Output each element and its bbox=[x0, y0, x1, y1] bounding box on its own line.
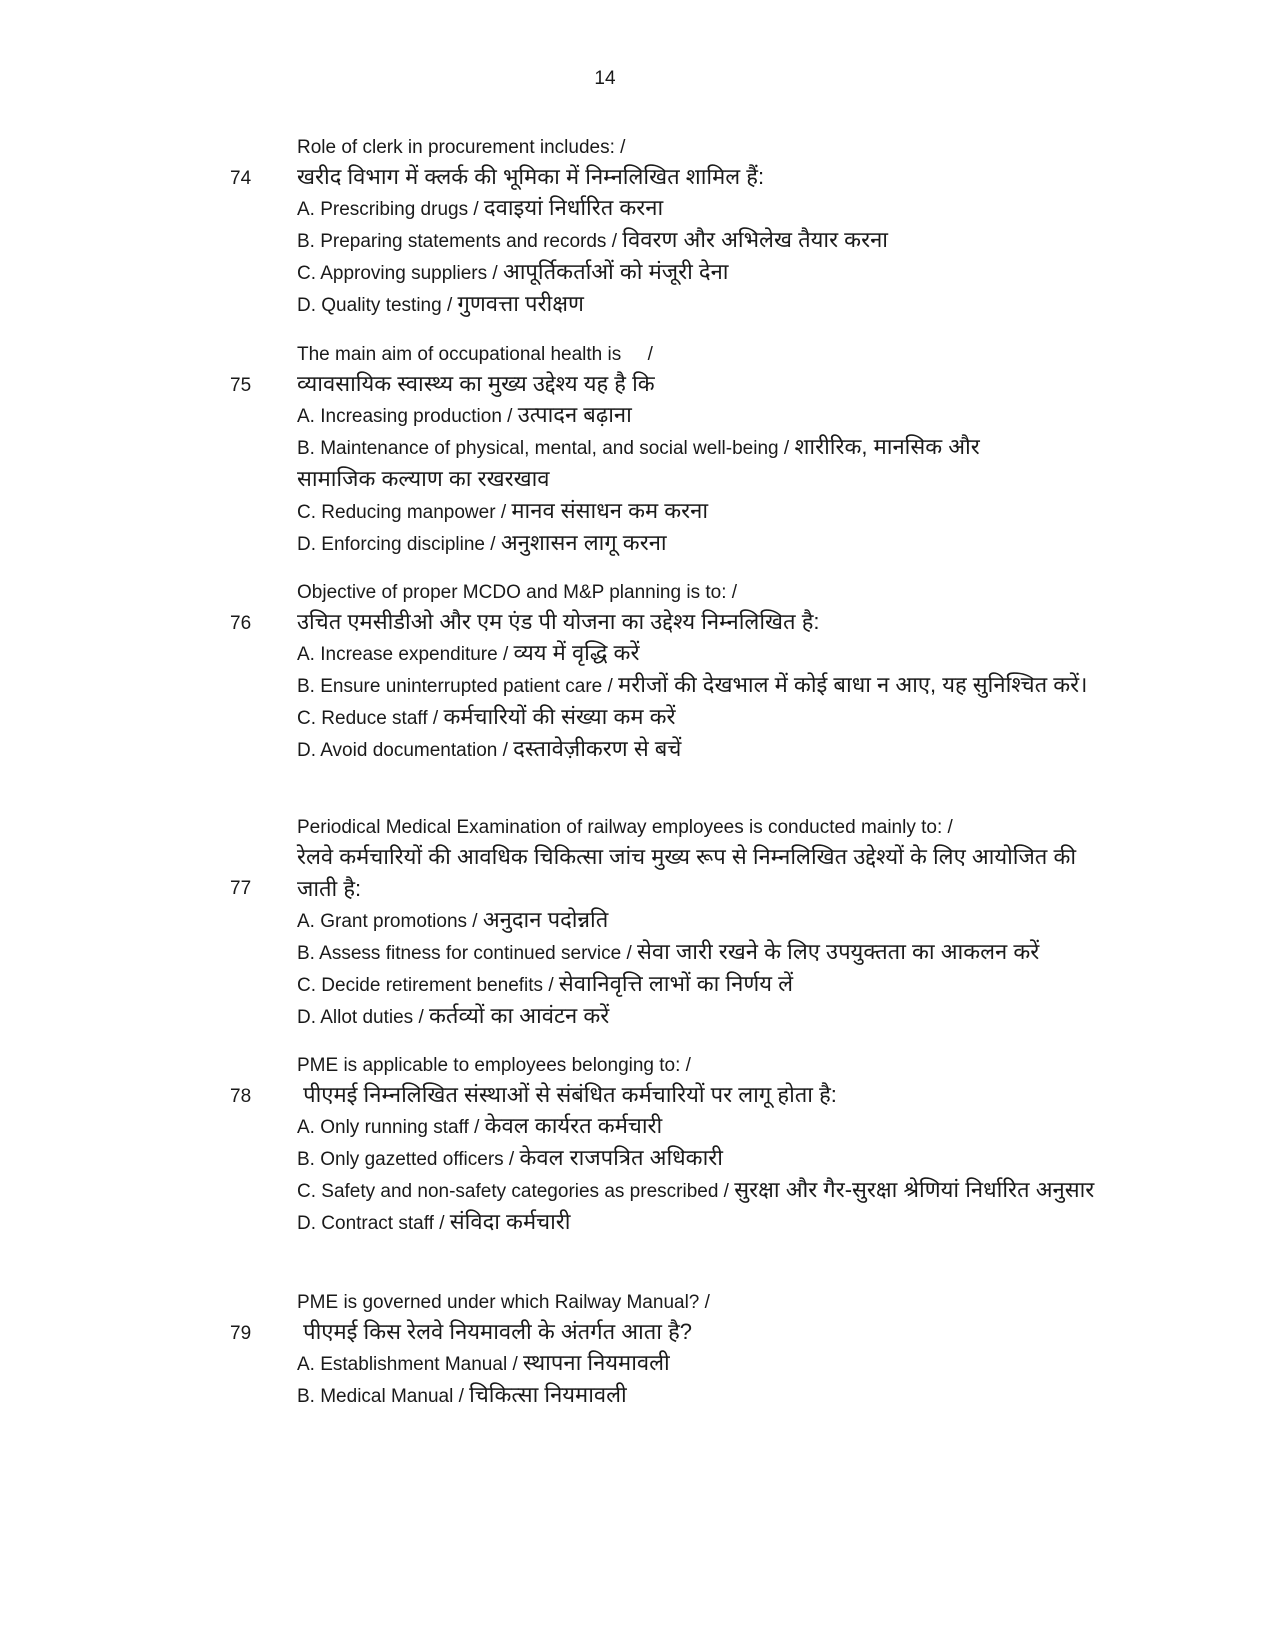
option-hi: सेवानिवृत्ति लाभों का निर्णय लें bbox=[558, 971, 794, 996]
question-number: 78 bbox=[230, 1086, 252, 1107]
option-a bbox=[297, 400, 1127, 432]
option-c bbox=[297, 702, 1127, 734]
question-body bbox=[297, 580, 1127, 766]
question-text-hi: उचित एमसीडीओ और एम एंड पी योजना का उद्देश्य निम्नलिखित है: bbox=[297, 609, 820, 634]
question-number: 79 bbox=[230, 1323, 252, 1344]
option-hi: गुणवत्ता परीक्षण bbox=[457, 291, 584, 316]
page-number: 14 bbox=[594, 68, 616, 89]
option-en: B. Ensure uninterrupted patient care / bbox=[297, 676, 619, 697]
option-c bbox=[297, 496, 1127, 528]
question-body bbox=[297, 1290, 1127, 1412]
option-en: B. Assess fitness for continued service / bbox=[297, 943, 638, 964]
option-a bbox=[297, 1348, 1127, 1380]
question-text-hi: पीएमई किस रेलवे नियमावली के अंतर्गत आता है? bbox=[297, 1319, 693, 1344]
question-number: 76 bbox=[230, 613, 252, 634]
option-c bbox=[297, 969, 1127, 1001]
option-b bbox=[297, 1143, 1127, 1175]
option-en: B. Medical Manual / bbox=[297, 1386, 470, 1407]
option-c bbox=[297, 1175, 1097, 1207]
option-hi: स्थापना नियमावली bbox=[523, 1350, 670, 1375]
question-text-en: PME is governed under which Railway Manual? / bbox=[297, 1292, 710, 1313]
option-hi: आपूर्तिकर्ताओं को मंजूरी देना bbox=[502, 259, 729, 284]
option-hi: व्यय में वृद्धि करें bbox=[513, 640, 640, 665]
question-body bbox=[297, 1053, 1127, 1239]
option-b bbox=[297, 937, 1127, 969]
option-a bbox=[297, 1111, 1127, 1143]
option-hi: मानव संसाधन कम करना bbox=[511, 498, 709, 523]
question-body bbox=[297, 342, 1127, 560]
option-d bbox=[297, 528, 1127, 560]
option-d bbox=[297, 1207, 1127, 1239]
option-en: D. Contract staff / bbox=[297, 1213, 450, 1234]
option-hi: मरीजों की देखभाल में कोई बाधा न आए, यह सुनिश्चित करें। bbox=[618, 672, 1088, 697]
option-en: B. Preparing statements and records / bbox=[297, 231, 623, 252]
question-number: 77 bbox=[230, 878, 252, 899]
option-a bbox=[297, 193, 1127, 225]
option-b bbox=[297, 432, 1057, 496]
question-text-hi: खरीद विभाग में क्लर्क की भूमिका में निम्नलिखित शामिल हैं: bbox=[297, 164, 765, 189]
option-hi: कर्तव्यों का आवंटन करें bbox=[429, 1003, 610, 1028]
option-hi: अनुदान पदोन्नति bbox=[482, 907, 609, 932]
option-hi: कर्मचारियों की संख्या कम करें bbox=[443, 704, 676, 729]
option-en: C. Reducing manpower / bbox=[297, 502, 512, 523]
question-text-hi: रेलवे कर्मचारियों की आवधिक चिकित्सा जांच मुख्य रूप से निम्नलिखित उद्देश्यों के लिए आयोजित की जाती है: bbox=[297, 844, 1077, 901]
option-b bbox=[297, 670, 1107, 702]
option-d bbox=[297, 1001, 1127, 1033]
option-hi: शारीरिक, मानसिक और सामाजिक कल्याण का रखरखाव bbox=[297, 434, 980, 491]
option-en: C. Decide retirement benefits / bbox=[297, 975, 559, 996]
question-number: 75 bbox=[230, 375, 252, 396]
question-text-hi: व्यावसायिक स्वास्थ्य का मुख्य उद्देश्य यह है कि bbox=[297, 371, 655, 396]
option-hi: सेवा जारी रखने के लिए उपयुक्तता का आकलन करें bbox=[637, 939, 1040, 964]
option-en: D. Avoid documentation / bbox=[297, 740, 514, 761]
question-body bbox=[297, 135, 1127, 321]
option-hi: अनुशासन लागू करना bbox=[500, 530, 667, 555]
option-hi: उत्पादन बढ़ाना bbox=[517, 402, 632, 427]
option-en: C. Approving suppliers / bbox=[297, 263, 503, 284]
option-en: A. Establishment Manual / bbox=[297, 1354, 523, 1375]
question-text-en: The main aim of occupational health is / bbox=[297, 344, 653, 365]
option-hi: केवल राजपत्रित अधिकारी bbox=[519, 1145, 723, 1170]
option-en: D. Quality testing / bbox=[297, 295, 458, 316]
question-text-en: Periodical Medical Examination of railway employees is conducted mainly to: / bbox=[297, 817, 953, 838]
option-en: C. Reduce staff / bbox=[297, 708, 444, 729]
option-hi: विवरण और अभिलेख तैयार करना bbox=[622, 227, 888, 252]
option-en: A. Grant promotions / bbox=[297, 911, 483, 932]
option-d bbox=[297, 289, 1127, 321]
option-en: A. Only running staff / bbox=[297, 1117, 485, 1138]
option-en: D. Enforcing discipline / bbox=[297, 534, 501, 555]
option-en: B. Only gazetted officers / bbox=[297, 1149, 520, 1170]
option-c bbox=[297, 257, 1127, 289]
question-text-en: Objective of proper MCDO and M&P planning is to: / bbox=[297, 582, 738, 603]
option-b bbox=[297, 225, 1127, 257]
option-en: B. Maintenance of physical, mental, and social well-being / bbox=[297, 438, 795, 459]
question-text-en: Role of clerk in procurement includes: / bbox=[297, 137, 626, 158]
question-number: 74 bbox=[230, 168, 252, 189]
option-b bbox=[297, 1380, 1127, 1412]
question-text-hi: पीएमई निम्नलिखित संस्थाओं से संबंधित कर्मचारियों पर लागू होता है: bbox=[297, 1082, 837, 1107]
option-en: C. Safety and non-safety categories as prescribed / bbox=[297, 1181, 735, 1202]
option-hi: दवाइयां निर्धारित करना bbox=[483, 195, 664, 220]
option-hi: संविदा कर्मचारी bbox=[449, 1209, 571, 1234]
option-hi: चिकित्सा नियमावली bbox=[469, 1382, 627, 1407]
option-en: A. Increase expenditure / bbox=[297, 644, 514, 665]
option-hi: केवल कार्यरत कर्मचारी bbox=[484, 1113, 663, 1138]
option-hi: सुरक्षा और गैर-सुरक्षा श्रेणियां निर्धारित अनुसार bbox=[734, 1177, 1095, 1202]
question-body bbox=[297, 815, 1127, 1033]
option-en: D. Allot duties / bbox=[297, 1007, 430, 1028]
option-a bbox=[297, 638, 1127, 670]
option-en: A. Increasing production / bbox=[297, 406, 518, 427]
option-en: A. Prescribing drugs / bbox=[297, 199, 484, 220]
question-text-en: PME is applicable to employees belonging to: / bbox=[297, 1055, 691, 1076]
option-hi: दस्तावेज़ीकरण से बचें bbox=[513, 736, 682, 761]
option-a bbox=[297, 905, 1127, 937]
option-d bbox=[297, 734, 1127, 766]
